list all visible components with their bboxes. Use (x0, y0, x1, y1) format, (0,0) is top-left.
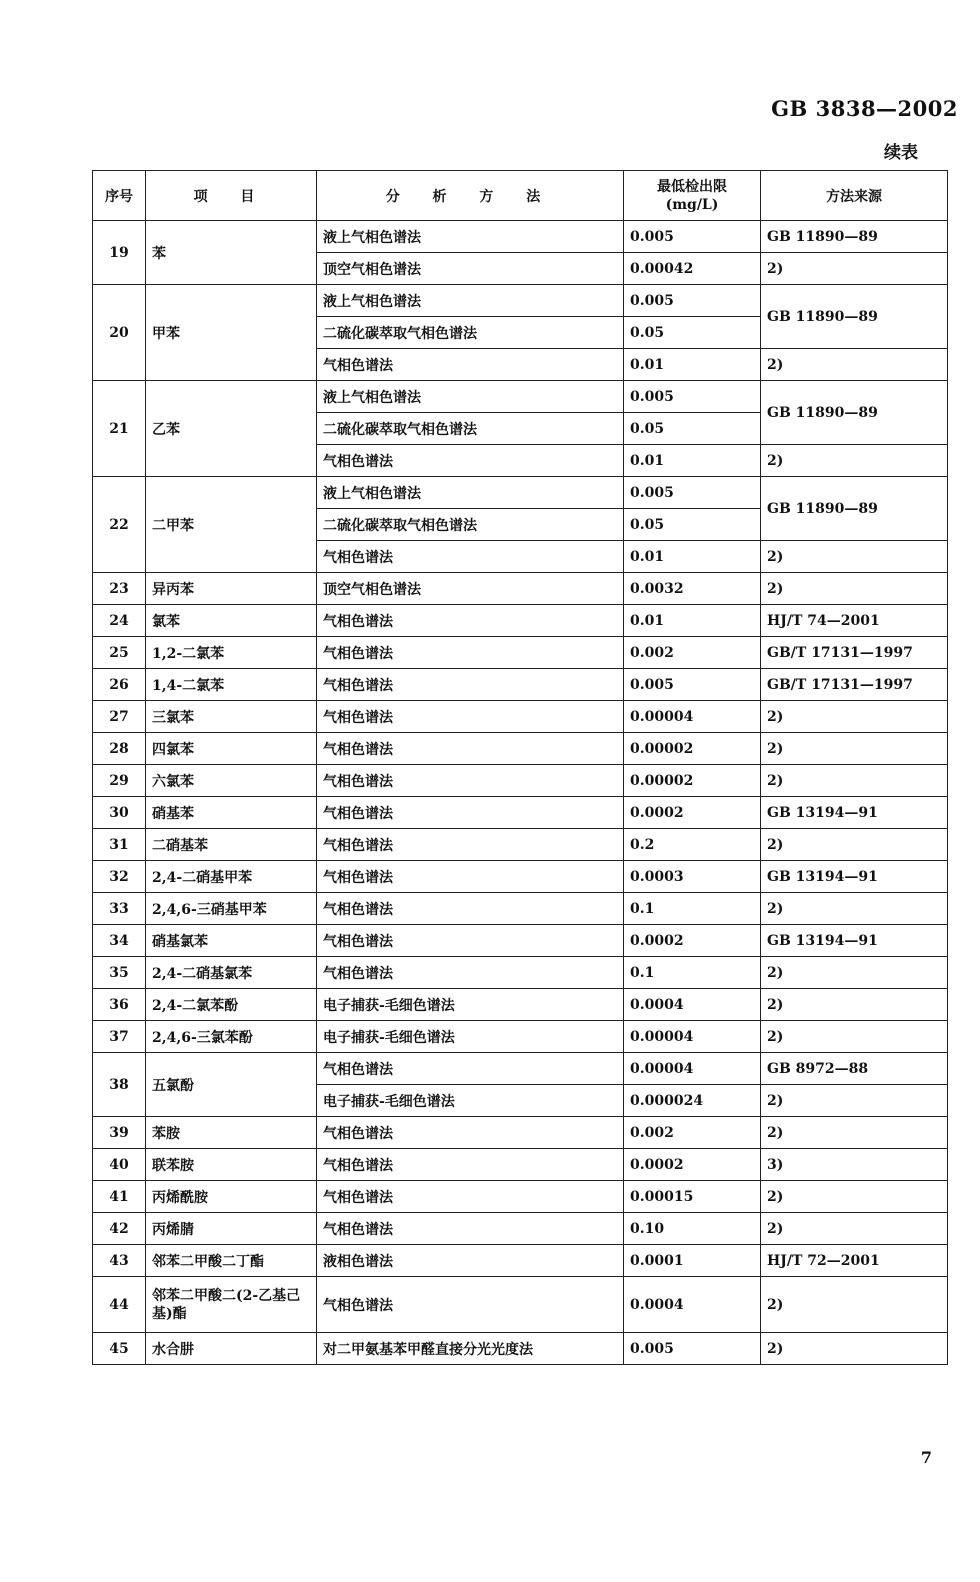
source-cell: 2) (761, 1181, 948, 1213)
method-cell: 液上气相色谱法 (317, 381, 624, 413)
table-row (93, 1053, 948, 1085)
method-cell: 气相色谱法 (317, 349, 624, 381)
row-number-cell: 41 (93, 1181, 146, 1213)
source-cell: HJ/T 74—2001 (761, 605, 948, 637)
detection-limit-cell: 0.2 (624, 829, 761, 861)
method-cell: 气相色谱法 (317, 925, 624, 957)
table-row (93, 1213, 948, 1245)
source-cell: 2) (761, 573, 948, 605)
method-cell: 气相色谱法 (317, 829, 624, 861)
row-number-cell: 44 (93, 1277, 146, 1333)
row-number-cell: 29 (93, 765, 146, 797)
source-cell: 2) (761, 541, 948, 573)
row-number-cell: 19 (93, 221, 146, 285)
method-cell: 液相色谱法 (317, 1245, 624, 1277)
item-name-cell: 邻苯二甲酸二丁酯 (146, 1245, 317, 1277)
method-cell: 二硫化碳萃取气相色谱法 (317, 509, 624, 541)
standard-code: GB 3838—2002 (771, 96, 958, 121)
source-cell: 3) (761, 1149, 948, 1181)
item-name-cell: 2,4-二硝基氯苯 (146, 957, 317, 989)
detection-limit-cell: 0.05 (624, 509, 761, 541)
header-method: 分 析 方 法 (317, 171, 624, 221)
method-cell: 气相色谱法 (317, 861, 624, 893)
item-name-cell: 苯 (146, 221, 317, 285)
item-name-cell: 异丙苯 (146, 573, 317, 605)
table-row (93, 1021, 948, 1053)
detection-limit-cell: 0.00042 (624, 253, 761, 285)
row-number-cell: 20 (93, 285, 146, 381)
method-cell: 气相色谱法 (317, 893, 624, 925)
method-cell: 电子捕获-毛细色谱法 (317, 1021, 624, 1053)
row-number-cell: 34 (93, 925, 146, 957)
method-cell: 气相色谱法 (317, 701, 624, 733)
source-cell: GB 8972—88 (761, 1053, 948, 1085)
source-cell: GB/T 17131—1997 (761, 669, 948, 701)
item-name-cell: 乙苯 (146, 381, 317, 477)
table-row (93, 221, 948, 253)
method-cell: 气相色谱法 (317, 765, 624, 797)
table-row (93, 1149, 948, 1181)
source-cell: GB 11890—89 (761, 381, 948, 445)
method-cell: 气相色谱法 (317, 605, 624, 637)
table-header-row (93, 171, 948, 221)
method-cell: 气相色谱法 (317, 669, 624, 701)
header-detection-limit-label: 最低检出限 (657, 178, 727, 195)
method-cell: 顶空气相色谱法 (317, 573, 624, 605)
detection-limit-cell: 0.0004 (624, 989, 761, 1021)
item-name-cell: 六氯苯 (146, 765, 317, 797)
row-number-cell: 43 (93, 1245, 146, 1277)
page-number: 7 (920, 1448, 932, 1467)
method-cell: 气相色谱法 (317, 1181, 624, 1213)
table-row (93, 989, 948, 1021)
table-row (93, 573, 948, 605)
table-row (93, 797, 948, 829)
detection-limit-cell: 0.0002 (624, 797, 761, 829)
item-name-cell: 三氯苯 (146, 701, 317, 733)
table-row (93, 893, 948, 925)
source-cell: 2) (761, 1277, 948, 1333)
method-cell: 气相色谱法 (317, 637, 624, 669)
table-row (93, 1333, 948, 1365)
source-cell: GB 13194—91 (761, 925, 948, 957)
row-number-cell: 30 (93, 797, 146, 829)
source-cell: HJ/T 72—2001 (761, 1245, 948, 1277)
detection-limit-cell: 0.0004 (624, 1277, 761, 1333)
source-cell: 2) (761, 989, 948, 1021)
row-number-cell: 28 (93, 733, 146, 765)
item-name-cell: 丙烯腈 (146, 1213, 317, 1245)
method-cell: 气相色谱法 (317, 1213, 624, 1245)
header-item: 项 目 (146, 171, 317, 221)
detection-limit-cell: 0.002 (624, 1117, 761, 1149)
source-cell: 2) (761, 829, 948, 861)
row-number-cell: 27 (93, 701, 146, 733)
method-cell: 气相色谱法 (317, 957, 624, 989)
detection-limit-cell: 0.005 (624, 285, 761, 317)
item-name-cell: 2,4,6-三硝基甲苯 (146, 893, 317, 925)
item-name-cell: 2,4-二氯苯酚 (146, 989, 317, 1021)
row-number-cell: 40 (93, 1149, 146, 1181)
item-name-cell: 硝基氯苯 (146, 925, 317, 957)
source-cell: 2) (761, 1213, 948, 1245)
row-number-cell: 21 (93, 381, 146, 477)
row-number-cell: 32 (93, 861, 146, 893)
item-name-cell: 四氯苯 (146, 733, 317, 765)
table-row (93, 1245, 948, 1277)
table-row (93, 829, 948, 861)
detection-limit-cell: 0.05 (624, 317, 761, 349)
detection-limit-cell: 0.005 (624, 381, 761, 413)
header-source: 方法来源 (761, 171, 948, 221)
detection-limit-cell: 0.1 (624, 893, 761, 925)
source-cell: 2) (761, 765, 948, 797)
detection-limit-cell: 0.1 (624, 957, 761, 989)
item-name-cell: 硝基苯 (146, 797, 317, 829)
source-cell: GB 13194—91 (761, 861, 948, 893)
row-number-cell: 31 (93, 829, 146, 861)
methods-table (92, 170, 948, 1365)
source-cell: 2) (761, 253, 948, 285)
item-name-cell: 苯胺 (146, 1117, 317, 1149)
source-cell: 2) (761, 349, 948, 381)
source-cell: 2) (761, 1117, 948, 1149)
row-number-cell: 42 (93, 1213, 146, 1245)
table-body (93, 221, 948, 1365)
item-name-cell: 水合肼 (146, 1333, 317, 1365)
method-cell: 二硫化碳萃取气相色谱法 (317, 413, 624, 445)
row-number-cell: 23 (93, 573, 146, 605)
method-cell: 液上气相色谱法 (317, 477, 624, 509)
method-cell: 顶空气相色谱法 (317, 253, 624, 285)
method-cell: 液上气相色谱法 (317, 221, 624, 253)
source-cell: GB 11890—89 (761, 285, 948, 349)
method-cell: 对二甲氨基苯甲醛直接分光光度法 (317, 1333, 624, 1365)
detection-limit-cell: 0.002 (624, 637, 761, 669)
header-detection-limit-unit: (mg/L) (665, 196, 719, 213)
table-row (93, 1181, 948, 1213)
table-row (93, 637, 948, 669)
item-name-cell: 联苯胺 (146, 1149, 317, 1181)
method-cell: 电子捕获-毛细色谱法 (317, 989, 624, 1021)
method-cell: 气相色谱法 (317, 797, 624, 829)
row-number-cell: 24 (93, 605, 146, 637)
header-detection-limit (624, 171, 761, 221)
item-name-cell: 丙烯酰胺 (146, 1181, 317, 1213)
table-row (93, 477, 948, 509)
method-cell: 液上气相色谱法 (317, 285, 624, 317)
table-row (93, 285, 948, 317)
item-name-cell: 二甲苯 (146, 477, 317, 573)
method-cell: 气相色谱法 (317, 1149, 624, 1181)
detection-limit-cell: 0.00004 (624, 1021, 761, 1053)
method-cell: 电子捕获-毛细色谱法 (317, 1085, 624, 1117)
row-number-cell: 37 (93, 1021, 146, 1053)
row-number-cell: 36 (93, 989, 146, 1021)
table-row (93, 733, 948, 765)
detection-limit-cell: 0.00002 (624, 733, 761, 765)
item-name-cell: 甲苯 (146, 285, 317, 381)
method-cell: 气相色谱法 (317, 1117, 624, 1149)
detection-limit-cell: 0.0001 (624, 1245, 761, 1277)
source-cell: 2) (761, 1085, 948, 1117)
detection-limit-cell: 0.00004 (624, 701, 761, 733)
table-row (93, 957, 948, 989)
source-cell: GB 11890—89 (761, 221, 948, 253)
source-cell: GB 13194—91 (761, 797, 948, 829)
header-no: 序号 (93, 171, 146, 221)
detection-limit-cell: 0.01 (624, 445, 761, 477)
item-name-cell: 2,4,6-三氯苯酚 (146, 1021, 317, 1053)
table-row (93, 1277, 948, 1333)
detection-limit-cell: 0.0002 (624, 925, 761, 957)
table-row (93, 925, 948, 957)
continuation-label: 续表 (884, 143, 918, 163)
table-row (93, 669, 948, 701)
method-cell: 气相色谱法 (317, 445, 624, 477)
item-name-cell: 邻苯二甲酸二(2-乙基己基)酯 (146, 1277, 317, 1333)
row-number-cell: 22 (93, 477, 146, 573)
detection-limit-cell: 0.005 (624, 221, 761, 253)
item-name-cell: 氯苯 (146, 605, 317, 637)
row-number-cell: 33 (93, 893, 146, 925)
source-cell: 2) (761, 445, 948, 477)
item-name-cell: 二硝基苯 (146, 829, 317, 861)
detection-limit-cell: 0.005 (624, 669, 761, 701)
detection-limit-cell: 0.00004 (624, 1053, 761, 1085)
source-cell: 2) (761, 1333, 948, 1365)
source-cell: 2) (761, 893, 948, 925)
detection-limit-cell: 0.01 (624, 541, 761, 573)
source-cell: 2) (761, 701, 948, 733)
method-cell: 气相色谱法 (317, 1277, 624, 1333)
table-row (93, 861, 948, 893)
source-cell: 2) (761, 957, 948, 989)
item-name-cell: 1,2-二氯苯 (146, 637, 317, 669)
detection-limit-cell: 0.0003 (624, 861, 761, 893)
item-name-cell: 五氯酚 (146, 1053, 317, 1117)
table-row (93, 765, 948, 797)
detection-limit-cell: 0.05 (624, 413, 761, 445)
method-cell: 气相色谱法 (317, 1053, 624, 1085)
detection-limit-cell: 0.10 (624, 1213, 761, 1245)
table-row (93, 701, 948, 733)
detection-limit-cell: 0.00015 (624, 1181, 761, 1213)
row-number-cell: 38 (93, 1053, 146, 1117)
source-cell: 2) (761, 1021, 948, 1053)
source-cell: GB 11890—89 (761, 477, 948, 541)
detection-limit-cell: 0.01 (624, 349, 761, 381)
row-number-cell: 39 (93, 1117, 146, 1149)
row-number-cell: 26 (93, 669, 146, 701)
source-cell: GB/T 17131—1997 (761, 637, 948, 669)
detection-limit-cell: 0.0002 (624, 1149, 761, 1181)
item-name-cell: 1,4-二氯苯 (146, 669, 317, 701)
row-number-cell: 25 (93, 637, 146, 669)
detection-limit-cell: 0.005 (624, 477, 761, 509)
detection-limit-cell: 0.005 (624, 1333, 761, 1365)
table-row (93, 1117, 948, 1149)
table-row (93, 605, 948, 637)
detection-limit-cell: 0.000024 (624, 1085, 761, 1117)
table-row (93, 381, 948, 413)
row-number-cell: 35 (93, 957, 146, 989)
detection-limit-cell: 0.00002 (624, 765, 761, 797)
detection-limit-cell: 0.01 (624, 605, 761, 637)
method-cell: 气相色谱法 (317, 541, 624, 573)
item-name-cell: 2,4-二硝基甲苯 (146, 861, 317, 893)
source-cell: 2) (761, 733, 948, 765)
method-cell: 气相色谱法 (317, 733, 624, 765)
detection-limit-cell: 0.0032 (624, 573, 761, 605)
row-number-cell: 45 (93, 1333, 146, 1365)
method-cell: 二硫化碳萃取气相色谱法 (317, 317, 624, 349)
